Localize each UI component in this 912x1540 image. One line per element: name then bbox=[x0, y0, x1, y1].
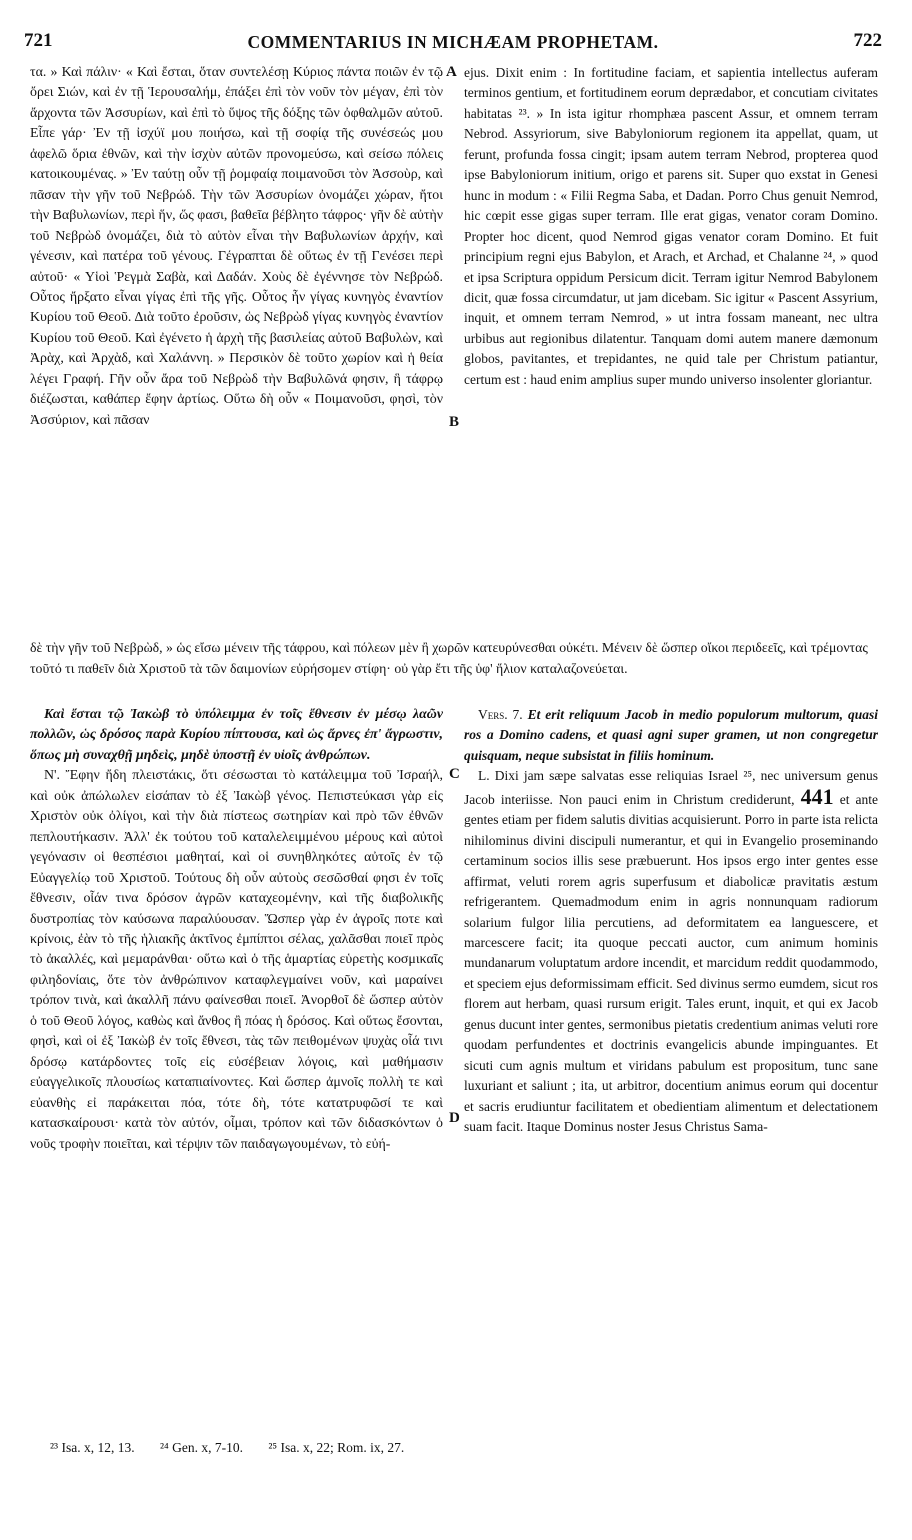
footnote: ²⁵ Isa. x, 22; Rom. ix, 27. bbox=[268, 1440, 405, 1455]
latin-text-top: ejus. Dixit enim : In fortitudine faciam, et sapientia intellectus auferam terminos gentium, et fortitudinem eorum deprædabor, et concutiam civitates habitatas ²³. » In ista igitur rhomphæa pascent Assur, et omnem terram Nebrod. Assyriorum, sive Babyloniorum regionem ita appellat, quam, ut ferunt, profunda fossa cingit; ipsam autem terram Nebrod, propterea quod ipse Babyloniorum initium, origo et parens sit. Super quo exstat in Genesi hunc in modum : « Filii Regma Saba, et Dadan. Porro Chus genuit Nemrod, hic cœpit esse gigas super terram. Ille erat gigas, venator coram Domino. Propter hoc dicent, quod Nemrod gigas venator coram Domino. Et fuit principium regni ejus Babylon, et Arach, et Archad, et Chalanne ²⁴, » quod et ipsa Scriptura oppidum Persicum dicit. Terram igitur Nemrod Babylonem dicit, quæ fossa circumdatur, ut jam dicebam. Sic igitur « Pascent Assyrium, inquit, et omnem terram Nemrod, » ut intra fossam maneant, nec ultra urbibus aut regionibus dilatentur. Tanquam domi autem manere dæmonum globos, pavitantes, et trepidantes, ne quid tale per Christum patiantur, certum est : haud enim amplius super mundo universo insolenter gloriantur. bbox=[464, 65, 878, 387]
latin-lemma-text: Et erit reliquum Jacob in medio populorum multorum, quasi ros a Domino cadens, et quasi agni super gramen, ut non congregetur quisquam, neque subsistat in filiis hominum. bbox=[464, 707, 878, 763]
greek-column-bottom bbox=[30, 705, 443, 1444]
footnotes bbox=[50, 1440, 880, 1456]
running-title: COMMENTARIUS IN MICHÆAM PROPHETAM. bbox=[247, 32, 659, 52]
margin-letter-b: B bbox=[449, 414, 460, 430]
latin-commentary-a: L. Dixi jam sæpe salvatas esse reliquias Israel ²⁵, nec universum genus Jacob interiisse. Non pauci enim in Christum crediderunt, bbox=[464, 768, 878, 807]
page-header bbox=[24, 30, 882, 58]
page-number-right: 722 bbox=[853, 30, 882, 51]
latin-lemma bbox=[464, 705, 878, 766]
greek-commentary: Ν'. Ἔφην ἤδη πλειστάκις, ὅτι σέσωσται τὸ κατάλειμμα τοῦ Ἰσραήλ, καὶ οὐκ ἀπώλωλεν εἰσάπαν τὸ ἐξ Ἰακὼβ γένος. Πεπιστεύκασι γὰρ εἰς Χριστὸν οὐκ ὀλίγοι, καὶ τὴν διὰ πίστεως σωτηρίαν καὶ πρὸ τῶν ἐθνῶν πεπλουτήκασιν. Ἀλλ' ἐκ τούτου τοῦ καταλελειμμένου μέρους καὶ αὐτοὶ γεγόνασιν οἱ θεσπέσιοι μαθηταί, καὶ οἱ συνηθληκότες αὐτοῖς ἐν τῷ Εὐαγγελίῳ τοῦ Χριστοῦ. Τούτους δὴ οὖν αὐτοὺς σεσῶσθαί φησι ἐν τοῖς ἔθνεσιν, οἷάν τινα δρόσον ἀγρῶν καταχεομένην, καὶ τῆς διαβολικῆς δυστροπίας τὸν καύσωνα παραλύουσαν. Ὥσπερ γὰρ ἐν ἀγροῖς ποτε καὶ κρίνοις, ἐὰν τὸ τῆς ἡλιακῆς ἀκτῖνος ἐμπίπτοι σέλας, χαλᾶσθαι ποιεῖ πρὸς τὸ ἀκαλλές, καὶ μεμαράνθαι· οὕτω καὶ ὁ τῆς ἁμαρτίας εὑρετὴς κοσμικαῖς φιληδονίαις, ὅτε τὸν ἀνθρώπινον καταφλεγμαίνει νοῦν, καὶ μαραίνει τρόπον τινὰ, καὶ ἀκαλλῆ πάνυ φαίνεσθαι ποιεῖ. Ἀνορθοῖ δὲ ὥσπερ αὐτὸν ὁ τοῦ Θεοῦ λόγος, καθὼς καὶ ἄνθος ἢ πόας ἡ δρόσος. Καὶ οὕτως ἔσονται, φησὶ, καὶ οἱ ἐξ Ἰακὼβ ἐν τοῖς ἔθνεσι, τὰς τῶν πειθομένων ψυχὰς οἷά τινι δρόσῳ κατάρδοντες τοῖς εἰς εὐσέβειαν λόγοις, καὶ μαθήμασιν εὐαγγελικοῖς πλουσίως καταπιαίνοντες. Καὶ ὥσπερ ἀμνοῖς πολλὴ τε καὶ εὐανθὴς εἰ παράκειται πόα, τότε δὴ, τότε κατατρυφῶσί τε καὶ κατασκαίρουσι· κατὰ τὸν αὐτόν, οἶμαι, τρόπον καὶ τῶν διδασκόντων ὁ νοῦς τροφὴν ποιεῖται, καὶ τέρψιν τῶν παιδαγωγουμένων, τὸ εὐή- bbox=[30, 768, 443, 1152]
page-number-left: 721 bbox=[24, 30, 53, 51]
verse-label: Vers. 7. bbox=[478, 707, 523, 722]
margin-letter-c: C bbox=[449, 766, 460, 782]
latin-commentary-b: et ante gentes etiam per fidem salutis divitias acquisierunt. Porro in parte ista relicta nihilominus divini discipuli numerantur, et qui in Evangelio proseminando certaminum socios illis sese præbuerunt. Hos ipsos ergo inter gentes esse affirmat, veluti rorem agris superfusum et diabolicæ pravitatis æstum refrigerantem. Quemadmodum enim in agris nonnunquam radiorum solarium fulgor lilia percutiens, ad deformitatem ea languescere, et marcescere facit; ita quoque peccati auctor, cum animum hominis mundanarum voluptatum ardore incendit, et marcidum reddit quodammodo, et speciem ejus deformissimam efficit. Sed divinus sermo eumdem, sicut ros florem aut herbam, quasi rursum erigit. Tales erunt, inquit, et qui ex Jacob genus ducunt inter gentes, sermonibus pietatis credentium animas veluti rore quodam perfundentes et doctrinis evangelicis abunde impinguantes. Et sicuti cum agnis multum et viridans pabulum est propositum, tunc sane luxuriant et saliunt ; ita, ut arbitror, docentium animus eorum qui docentur et sacris erudiuntur facilitatem et obedientiam alimentum et delectationem suam facit. Itaque Dominus noster Jesus Christus Sama- bbox=[464, 791, 878, 1135]
column-number: 441 bbox=[800, 783, 834, 809]
greek-text-top: τα. » Καὶ πάλιν· « Καὶ ἔσται, ὅταν συντελέσῃ Κύριος πάντα ποιῶν ἐν τῷ ὄρει Σιών, καὶ ἐν τῇ Ἱερουσαλήμ, ἐπάξει ἐπὶ τὸν νοῦν τὸν μέγαν, ἐπὶ τὸν ἄρχοντα τῶν Ἀσσυρίων, καὶ ἐπὶ τὸ ὕψος τῆς δόξης τῶν ὀφθαλμῶν αὐτοῦ. Εἶπε γάρ· Ἐν τῇ ἰσχύϊ μου ποιήσω, καὶ τῇ σοφίᾳ τῆς συνέσεώς μου ἀφελῶ ὅρια ἐθνῶν, καὶ τὴν ἰσχὺν αὐτῶν προνομεύσω, καὶ σείσω πόλεις κατοικουμένας. » Ἐν ταύτῃ οὖν τῇ ῥομφαίᾳ ποιμανοῦσι τὸν Ἀσσοὺρ, καὶ πᾶσαν τὴν γῆν τοῦ Νεβρώδ. Τὴν τῶν Ἀσσυρίων ὀνομάζει χώραν, ἤτοι τὴν Βαβυλωνίων, περὶ ἥν, ὥς φασι, βαθεῖα βέβλητο τάφρος· γῆν δὲ αὐτὴν τοῦ Νεβρὼδ ὀνομάζει, διὰ τὸ αὐτὸν εἶναι τὴν Βαβυλωνίων ἀρχήν, καὶ γένεσιν, καὶ πατέρα τοῦ γένους. Γέγραπται δὲ οὕτως ἐν τῇ Γενέσει περὶ αὐτοῦ· « Υἱοὶ Ῥεγμὰ Σαβὰ, καὶ Δαδάν. Χοὺς δὲ ἐγέννησε τὸν Νεβρώδ. Οὗτος ἤρξατο εἶναι γίγας ἐπὶ τῆς γῆς. Οὗτος ἦν γίγας κυνηγὸς ἐναντίον Κυρίου τοῦ Θεοῦ. Διὰ τοῦτο ἐροῦσιν, ὡς Νεβρὼδ γίγας κυνηγὸς ἐναντίον Κυρίου τοῦ Θεοῦ. Καὶ ἐγένετο ἡ ἀρχὴ τῆς βασιλείας αὐτοῦ Βαβυλὼν, καὶ Ἀρὰχ, καὶ Ἀρχὰδ, καὶ Χαλάννη. » Περσικὸν δὲ τοῦτο χωρίον καὶ ἡ θεία λέγει Γραφή. Γῆν οὖν ἄρα τοῦ Νεβρὼδ τὴν Βαβυλῶνά φησιν, ἣ τάφρῳ διέζωσται, καθάπερ ἔφην ἀρτίως. Οὕτω δὴ οὖν « Ποιμανοῦσι, φησὶ, τὸν Ἀσσύριον, καὶ πᾶσαν bbox=[30, 65, 443, 428]
greek-lemma: Καὶ ἔσται τῷ Ἰακὼβ τὸ ὑπόλειμμα ἐν τοῖς ἔθνεσιν ἐν μέσῳ λαῶν πολλῶν, ὡς δρόσος παρὰ Κυρίου πίπτουσα, καὶ ὡς ἄρνες ἐπ' ἄγρωστιν, ὅπως μὴ συναχθῇ μηδεὶς, μηδὲ ὑποστῇ ἐν υἱοῖς ἀνθρώπων. bbox=[30, 707, 443, 763]
latin-column-top bbox=[464, 63, 878, 636]
margin-letter-d: D bbox=[449, 1110, 460, 1126]
footnote: ²⁴ Gen. x, 7-10. bbox=[159, 1440, 243, 1455]
greek-column-top bbox=[30, 63, 443, 636]
latin-column-bottom bbox=[464, 705, 878, 1444]
margin-letter-a: A bbox=[446, 64, 457, 80]
footnote: ²³ Isa. x, 12, 13. bbox=[50, 1440, 135, 1455]
latin-commentary bbox=[464, 766, 878, 1137]
greek-full-width-text: δὲ τὴν γῆν τοῦ Νεβρὼδ, » ὡς εἴσω μένειν τῆς τάφρου, καὶ πόλεων μὲν ἢ χωρῶν κατευρύνεσθαι οὐκέτι. Μένειν δὲ ὥσπερ οἴκοι περιδεεῖς, καὶ τρέμοντας τοῦτό τι παθεῖν διὰ Χριστοῦ τὰ τῶν δαιμονίων εὐρήσομεν στίφη· οὐ γὰρ ἔτι τῆς ὑφ' ἥλιον καταλαζονεύεται. bbox=[30, 640, 868, 676]
